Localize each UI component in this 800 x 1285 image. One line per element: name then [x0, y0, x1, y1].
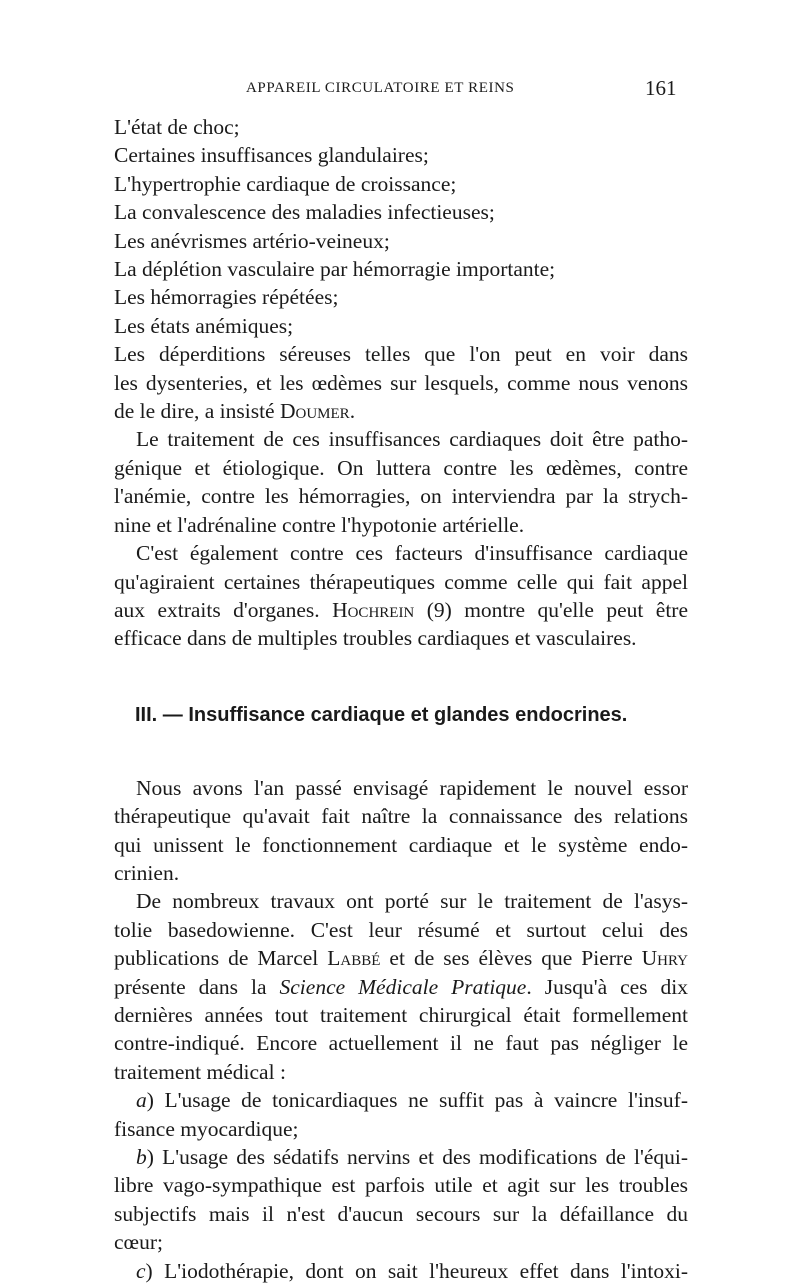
spacer — [114, 729, 688, 774]
text-line: b) L'usage des sédatifs nervins et des modifications de l'équi- — [136, 1145, 688, 1169]
text-run: L'usage de tonicardiaques ne suffit pas à vaincre l'insuf- — [153, 1088, 688, 1113]
text-line: qu'agiraient certaines thérapeutiques comme celle qui fait appel — [114, 569, 688, 594]
text-line: C'est également contre ces facteurs d'insuffisance cardiaque — [136, 541, 688, 566]
text-line: efficace dans de multiples troubles cardiaques et vasculaires. — [114, 626, 637, 651]
text-line: les dysenteries, et les œdèmes sur lesquels, comme nous venons — [114, 370, 688, 395]
text-run: présente dans la — [114, 974, 280, 999]
running-title: APPAREIL CIRCULATOIRE ET REINS — [246, 80, 515, 96]
text-line: Nous avons l'an passé envisagé rapidement le nouvel essor — [136, 775, 688, 800]
paragraph-deperditions — [114, 340, 688, 425]
list-item: La convalescence des maladies infectieuses; — [114, 200, 495, 225]
journal-title: Science Médicale Pratique — [279, 974, 527, 999]
text-line — [114, 596, 688, 624]
text-line — [114, 973, 688, 1001]
paragraph-traitement — [114, 425, 688, 539]
text-line — [114, 944, 688, 972]
text-run: et de ses élèves que Pierre — [380, 946, 642, 971]
text-line: qui unissent le fonctionnement cardiaque et le système endo- — [114, 832, 688, 857]
text-run: publications de Marcel — [114, 946, 328, 971]
text-line: cœur; — [114, 1230, 163, 1255]
author-name: Uhry — [641, 946, 688, 971]
item-letter: b — [136, 1145, 147, 1169]
text-line: traitement médical : — [114, 1059, 286, 1084]
list-item: Les anévrismes artério-veineux; — [114, 228, 390, 253]
list-item: Certaines insuffisances glandulaires; — [114, 143, 429, 168]
list-item-b — [114, 1143, 688, 1257]
list-item: L'état de choc; — [114, 115, 240, 139]
text-run: (9) montre qu'elle peut être — [414, 597, 688, 622]
text-line: De nombreux travaux ont porté sur le traitement de l'asys- — [136, 889, 688, 914]
text-line: a) L'usage de tonicardiaques ne suffit pas à vaincre l'insuf- — [136, 1088, 688, 1113]
text-line: subjectifs mais il n'est d'aucun secours sur la défaillance du — [114, 1201, 688, 1226]
page-header — [0, 76, 800, 106]
text-line: crinien. — [114, 860, 180, 885]
text-run: L'iodothérapie, dont on sait l'heureux effet dans l'intoxi- — [152, 1258, 688, 1283]
list-block — [114, 113, 688, 340]
text-run: . — [349, 399, 356, 424]
text-line: thérapeutique qu'avait fait naître la connaissance des relations — [114, 804, 688, 829]
text-line: libre vago-sympathique est parfois utile et agit sur les troubles — [114, 1173, 688, 1198]
text-line: Les déperditions séreuses telles que l'on peut en voir dans — [114, 342, 688, 367]
text-line: dernières années tout traitement chirurgical était formellement — [114, 1002, 688, 1027]
text-line: tolie basedowienne. C'est leur résumé et surtout celui des — [114, 917, 688, 942]
item-letter: c — [136, 1258, 146, 1283]
item-letter: a — [136, 1088, 147, 1113]
text-run: L'usage des sédatifs nervins et des modifications de l'équi- — [153, 1145, 688, 1169]
text-run: . Jusqu'à ces dix — [526, 974, 689, 999]
body-text — [114, 113, 688, 1285]
text-line: génique et étiologique. On luttera contre les œdèmes, contre — [114, 455, 688, 480]
text-run: de le dire, a insisté — [114, 399, 280, 424]
list-item-a — [114, 1086, 688, 1143]
list-item: La déplétion vasculaire par hémorragie importante; — [114, 257, 556, 282]
text-line: l'anémie, contre les hémorragies, on interviendra par la strych- — [114, 484, 688, 509]
paragraph-travaux — [114, 887, 688, 1086]
spacer — [114, 653, 688, 701]
paragraph-facteurs — [114, 539, 688, 653]
text-line: fisance myocardique; — [114, 1116, 299, 1141]
author-name: Hochrein — [332, 597, 415, 622]
text-line: c) L'iodothérapie, dont on sait l'heureux effet dans l'intoxi- — [136, 1258, 688, 1283]
text-run: aux extraits d'organes. — [114, 597, 333, 622]
list-item: Les états anémiques; — [114, 313, 294, 338]
text-line — [114, 397, 688, 425]
list-item: Les hémorragies répétées; — [114, 285, 339, 310]
page-number: 161 — [645, 76, 677, 100]
text-line: Le traitement de ces insuffisances cardiaques doit être patho- — [136, 427, 688, 452]
section-heading: III. — Insuffisance cardiaque et glandes endocrines. — [135, 703, 628, 726]
list-item-c — [114, 1257, 688, 1285]
author-name: Labbé — [327, 946, 381, 971]
paragraph-essor — [114, 774, 688, 888]
author-name: Doumer — [279, 399, 350, 424]
text-line: contre-indiqué. Encore actuellement il ne faut pas négliger le — [114, 1031, 688, 1056]
text-line: nine et l'adrénaline contre l'hypotonie artérielle. — [114, 512, 525, 537]
list-item: L'hypertrophie cardiaque de croissance; — [114, 171, 457, 196]
